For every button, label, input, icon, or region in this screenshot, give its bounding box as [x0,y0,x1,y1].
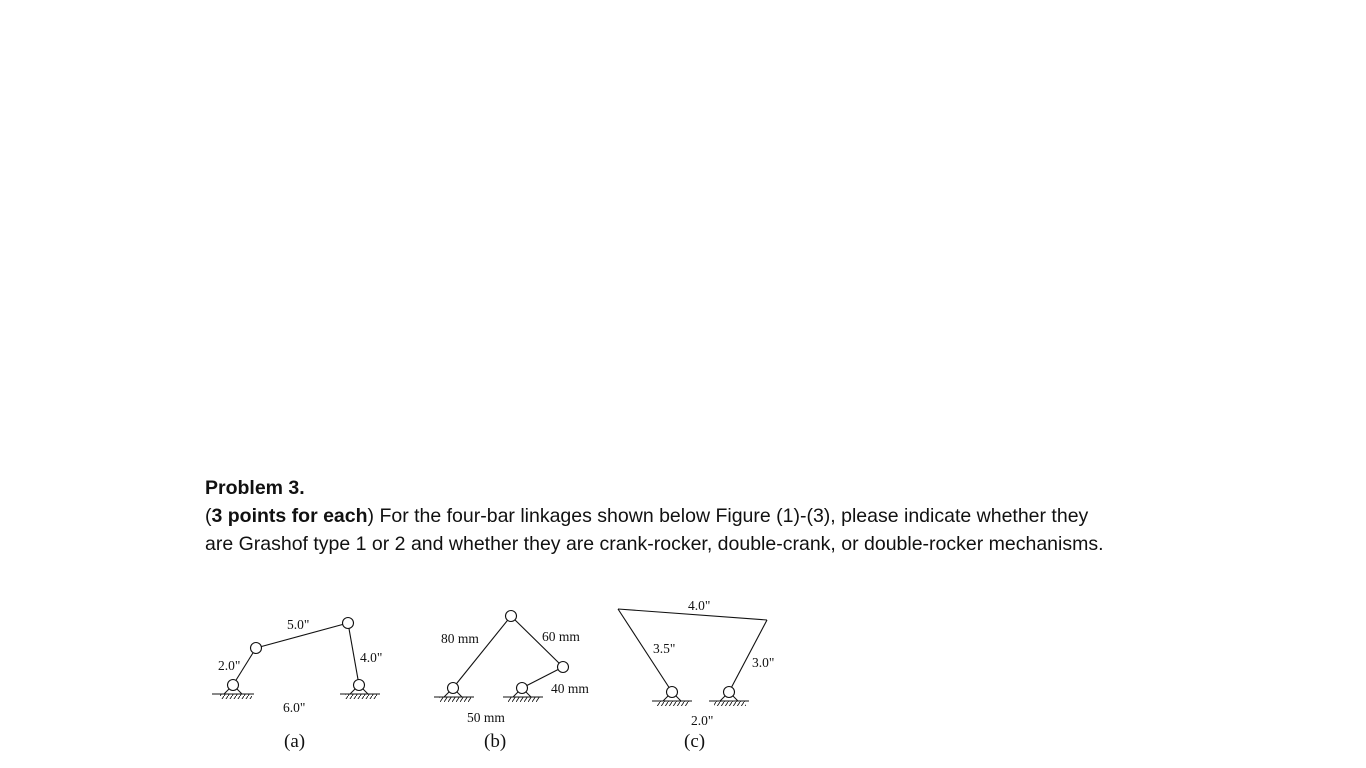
pin-joint [343,618,354,629]
crank-length-label: 2.0" [218,658,241,673]
pin-joint [251,643,262,654]
short-link-label: 40 mm [551,681,589,696]
top-link-label: 4.0" [688,598,711,613]
right-link-label: 3.0" [752,655,775,670]
problem-title: Problem 3. [205,477,305,499]
pin-joint [517,683,528,694]
pin-joint [724,687,735,698]
left-link [453,616,511,688]
coupler-length-label: 5.0" [287,617,310,632]
points-label: 3 points for each [211,505,368,527]
pin-joint [558,662,569,673]
left-link-label: 3.5" [653,641,676,656]
left-link-label: 80 mm [441,631,479,646]
ground-length-label: 50 mm [467,710,505,725]
pin-joint [354,680,365,691]
open-paren: ( [205,505,212,527]
figure-caption: (a) [284,731,306,752]
rocker-length-label: 4.0" [360,650,383,665]
figure-a [212,617,382,752]
pin-joint [448,683,459,694]
pin-joint [228,680,239,691]
ground-length-label: 6.0" [283,700,306,715]
right-link-label: 60 mm [542,629,580,644]
rocker-link [348,623,359,685]
problem-question: ) For the four-bar linkages shown below Figure (1)-(3), please indicate whether they are Grashof type 1 or 2 and whether they are crank-rocker, double-crank, or double-rocker mechanisms. [205,505,1104,555]
figure-caption: (b) [484,731,507,752]
pin-joint [506,611,517,622]
pin-joint [667,687,678,698]
figure-c [618,598,774,752]
ground-length-label: 2.0" [691,713,714,728]
figure-b [434,611,589,753]
figure-caption: (c) [684,731,706,752]
